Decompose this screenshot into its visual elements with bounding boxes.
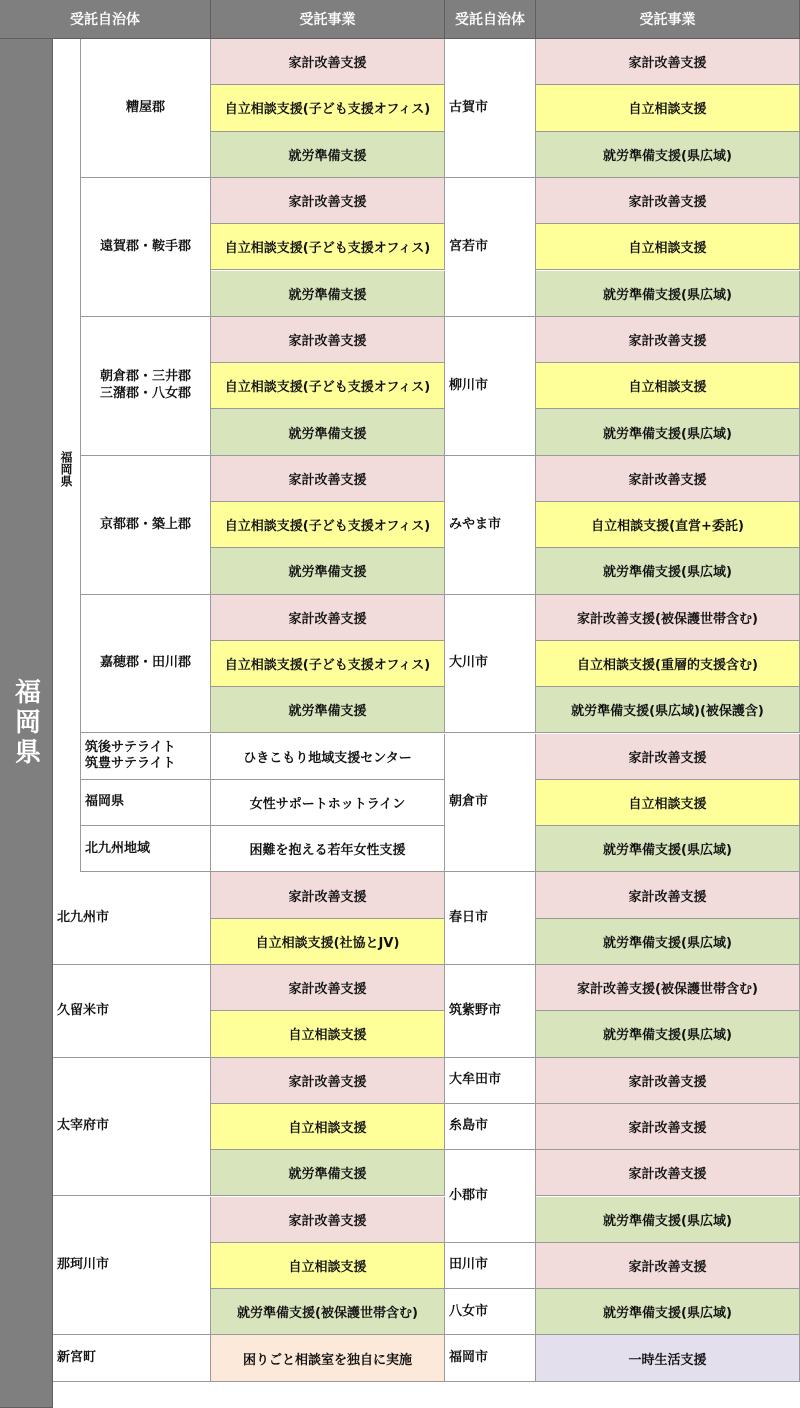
left-service-cell-text: 自立相談支援(子ども支援オフィス) (224, 102, 431, 118)
right-municipality (445, 1289, 536, 1335)
left-service-cell (211, 224, 445, 270)
right-service-cell-text: 就労準備支援(県広域) (603, 1306, 732, 1322)
right-service-cell-text: 就労準備支援(県広域) (603, 287, 732, 303)
left-service-cell (211, 456, 445, 502)
right-service-cell (536, 1104, 800, 1150)
left-service-cell-text: 自立相談支援 (288, 1028, 367, 1044)
right-service-cell (536, 224, 800, 270)
right-service-cell (536, 409, 800, 455)
left-service-cell-text: 家計改善支援 (288, 982, 367, 998)
left-service-cell (211, 502, 445, 548)
right-service-cell-text: 一時生活支援 (628, 1352, 707, 1368)
right-service-cell-text: 家計改善支援 (628, 1167, 707, 1183)
right-service-cell-text: 自立相談支援 (628, 241, 707, 257)
right-service-cell (536, 1289, 800, 1335)
left-municipality (53, 872, 211, 965)
left-service-cell (211, 965, 445, 1011)
left-service-cell-text: 女性サポートホットライン (249, 796, 406, 812)
right-municipality-text: 小郡市 (449, 1187, 489, 1203)
right-municipality-text: 福岡市 (449, 1349, 489, 1365)
left-municipality-text: 糟屋郡 (125, 99, 165, 115)
right-municipality-text: 古賀市 (449, 99, 489, 115)
right-municipality (445, 1058, 536, 1104)
left-municipality-text: 那珂川市 (57, 1257, 110, 1273)
right-service-cell (536, 780, 800, 826)
left-service-cell-text: 家計改善支援 (288, 333, 367, 349)
right-municipality-text: 宮若市 (449, 238, 489, 254)
right-service-cell (536, 826, 800, 872)
left-service-cell (211, 1197, 445, 1243)
left-service-cell-text: 家計改善支援 (288, 889, 367, 905)
right-service-cell (536, 687, 800, 733)
left-service-cell (211, 1243, 445, 1289)
right-service-cell (536, 641, 800, 687)
left-municipality-text: 嘉穂郡・田川郡 (99, 655, 191, 671)
right-municipality-text: 柳川市 (449, 377, 489, 393)
left-service-cell (211, 1058, 445, 1104)
left-service-cell-text: 家計改善支援 (288, 195, 367, 211)
left-service-cell (211, 687, 445, 733)
left-service-cell-text: 自立相談支援(子ども支援オフィス) (224, 519, 431, 535)
right-municipality-text: 朝倉市 (449, 794, 489, 810)
left-municipality (81, 734, 211, 780)
right-service-cell-text: 就労準備支援(県広域) (603, 565, 732, 581)
left-service-cell (211, 1011, 445, 1057)
left-service-cell-text: 家計改善支援 (288, 56, 367, 72)
prefecture-subband: 福岡県 (53, 39, 81, 899)
left-service-cell (211, 872, 445, 918)
left-municipality (53, 965, 211, 1058)
right-service-cell (536, 1011, 800, 1057)
right-service-cell-text: 家計改善支援 (628, 889, 707, 905)
right-municipality (445, 1150, 536, 1243)
right-municipality (445, 1335, 536, 1381)
left-service-cell (211, 271, 445, 317)
left-service-cell-text: 家計改善支援 (288, 1213, 367, 1229)
left-municipality (81, 595, 211, 734)
right-service-cell (536, 1150, 800, 1196)
right-service-cell-text: 就労準備支援(県広域) (603, 148, 732, 164)
left-municipality (81, 178, 211, 317)
right-service-cell (536, 872, 800, 918)
left-municipality (81, 317, 211, 456)
left-service-cell-text: 自立相談支援(社協とJV) (255, 935, 400, 951)
left-service-cell (211, 178, 445, 224)
right-service-cell-text: 家計改善支援(被保護世帯含む) (577, 982, 758, 998)
right-municipality (445, 872, 536, 965)
right-service-cell (536, 548, 800, 594)
right-service-cell-text: 家計改善支援(被保護世帯含む) (577, 611, 758, 627)
left-municipality-text: 北九州地域 (85, 840, 151, 856)
right-municipality (445, 1104, 536, 1150)
left-municipality-text: 新宮町 (57, 1349, 97, 1365)
right-service-cell (536, 178, 800, 224)
right-service-cell (536, 919, 800, 965)
right-service-cell-text: 就労準備支援(県広域) (603, 1213, 732, 1229)
right-municipality (445, 178, 536, 317)
right-municipality-text: 八女市 (449, 1303, 489, 1319)
left-service-cell-text: 就労準備支援 (288, 287, 367, 303)
right-municipality-text: 田川市 (449, 1257, 489, 1273)
right-municipality (445, 1243, 536, 1289)
right-service-cell (536, 85, 800, 131)
left-service-cell-text: 自立相談支援 (288, 1121, 367, 1137)
right-service-cell (536, 132, 800, 178)
right-service-cell-text: 就労準備支援(県広域) (603, 1028, 732, 1044)
left-municipality-text: 太宰府市 (57, 1118, 110, 1134)
left-municipality (81, 39, 211, 178)
left-municipality-text: 京都郡・築上郡 (99, 516, 191, 532)
right-service-cell-text: 家計改善支援 (628, 1074, 707, 1090)
right-municipality-text: みやま市 (449, 516, 502, 532)
right-service-cell (536, 502, 800, 548)
right-service-cell (536, 595, 800, 641)
left-municipality (53, 1197, 211, 1336)
left-service-cell-text: 就労準備支援 (288, 704, 367, 720)
right-service-cell (536, 1197, 800, 1243)
left-service-cell (211, 1335, 445, 1381)
left-service-cell-text: 自立相談支援 (288, 1259, 367, 1275)
left-municipality-text: 北九州市 (57, 910, 110, 926)
right-municipality (445, 734, 536, 873)
left-municipality-text: 遠賀郡・鞍手郡 (99, 238, 191, 254)
right-service-cell (536, 39, 800, 85)
left-service-cell-text: 困りごと相談室を独自に実施 (242, 1352, 412, 1368)
left-municipality-text: 久留米市 (57, 1002, 110, 1018)
left-service-cell-text: 自立相談支援(子ども支援オフィス) (224, 380, 431, 396)
left-municipality (81, 456, 211, 595)
left-service-cell-text: ひきこもり地域支援センター (243, 750, 412, 766)
right-service-cell-text: 就労準備支援(県広域) (603, 843, 732, 859)
right-municipality (445, 317, 536, 456)
right-service-cell-text: 就労準備支援(県広域) (603, 426, 732, 442)
header-service-left: 受託事業 (211, 0, 445, 39)
right-municipality-text: 筑紫野市 (449, 1002, 502, 1018)
header-municipality-left: 受託自治体 (0, 0, 211, 39)
right-service-cell-text: 就労準備支援(県広域) (603, 935, 732, 951)
left-service-cell-text: 就労準備支援 (288, 426, 367, 442)
right-service-cell-text: 自立相談支援 (628, 796, 707, 812)
right-service-cell-text: 就労準備支援(県広域)(被保護含) (571, 704, 764, 720)
right-service-cell (536, 271, 800, 317)
right-service-cell (536, 965, 800, 1011)
left-municipality-text: 福岡県 (85, 794, 125, 810)
left-service-cell (211, 1150, 445, 1196)
right-municipality-text: 春日市 (449, 910, 489, 926)
left-service-cell (211, 734, 445, 780)
right-municipality-text: 糸島市 (449, 1118, 489, 1134)
left-service-cell (211, 595, 445, 641)
left-service-cell (211, 39, 445, 85)
right-municipality-text: 大牟田市 (449, 1072, 502, 1088)
right-service-cell (536, 1335, 800, 1381)
right-service-cell-text: 家計改善支援 (628, 56, 707, 72)
left-service-cell-text: 家計改善支援 (288, 611, 367, 627)
right-service-cell-text: 家計改善支援 (628, 1259, 707, 1275)
right-service-cell (536, 317, 800, 363)
right-service-cell-text: 自立相談支援(重層的支援含む) (577, 658, 758, 674)
right-service-cell-text: 自立相談支援(直営+委託) (591, 519, 744, 535)
right-municipality (445, 456, 536, 595)
right-service-cell-text: 家計改善支援 (628, 195, 707, 211)
right-service-cell (536, 456, 800, 502)
right-municipality (445, 595, 536, 734)
left-service-cell (211, 363, 445, 409)
left-service-cell (211, 919, 445, 965)
right-municipality-text: 大川市 (449, 655, 489, 671)
left-municipality (53, 1335, 211, 1381)
left-municipality (81, 780, 211, 826)
left-service-cell-text: 家計改善支援 (288, 1074, 367, 1090)
left-service-cell (211, 780, 445, 826)
left-service-cell (211, 132, 445, 178)
left-service-cell-text: 家計改善支援 (288, 472, 367, 488)
left-municipality-text: 朝倉郡・三井郡 三潴郡・八女郡 (99, 369, 191, 401)
left-service-cell-text: 自立相談支援(子ども支援オフィス) (224, 241, 431, 257)
left-municipality (81, 826, 211, 872)
left-service-cell-text: 就労準備支援(被保護世帯含む) (237, 1306, 418, 1322)
left-service-cell-text: 就労準備支援 (288, 148, 367, 164)
right-service-cell (536, 1058, 800, 1104)
header-service-right: 受託事業 (536, 0, 800, 39)
right-service-cell (536, 734, 800, 780)
left-service-cell (211, 317, 445, 363)
left-service-cell-text: 困難を抱える若年女性支援 (249, 843, 406, 859)
right-municipality (445, 39, 536, 178)
left-service-cell (211, 548, 445, 594)
left-service-cell (211, 409, 445, 455)
prefecture-band: 福岡県 (0, 39, 53, 1408)
right-service-cell-text: 自立相談支援 (628, 380, 707, 396)
left-municipality-text: 筑後サテライト 筑豊サテライト (85, 739, 176, 772)
right-service-cell-text: 家計改善支援 (628, 1121, 707, 1137)
left-service-cell (211, 85, 445, 131)
left-service-cell (211, 826, 445, 872)
right-service-cell (536, 363, 800, 409)
header-municipality-right: 受託自治体 (445, 0, 536, 39)
left-service-cell (211, 1289, 445, 1335)
left-service-cell (211, 641, 445, 687)
right-service-cell-text: 自立相談支援 (628, 102, 707, 118)
left-service-cell (211, 1104, 445, 1150)
left-service-cell-text: 就労準備支援 (288, 565, 367, 581)
right-service-cell-text: 家計改善支援 (628, 333, 707, 349)
left-service-cell-text: 自立相談支援(子ども支援オフィス) (224, 658, 431, 674)
right-service-cell (536, 1243, 800, 1289)
right-municipality (445, 965, 536, 1058)
left-municipality (53, 1058, 211, 1197)
right-service-cell-text: 家計改善支援 (628, 750, 707, 766)
left-service-cell-text: 就労準備支援 (288, 1167, 367, 1183)
right-service-cell-text: 家計改善支援 (628, 472, 707, 488)
